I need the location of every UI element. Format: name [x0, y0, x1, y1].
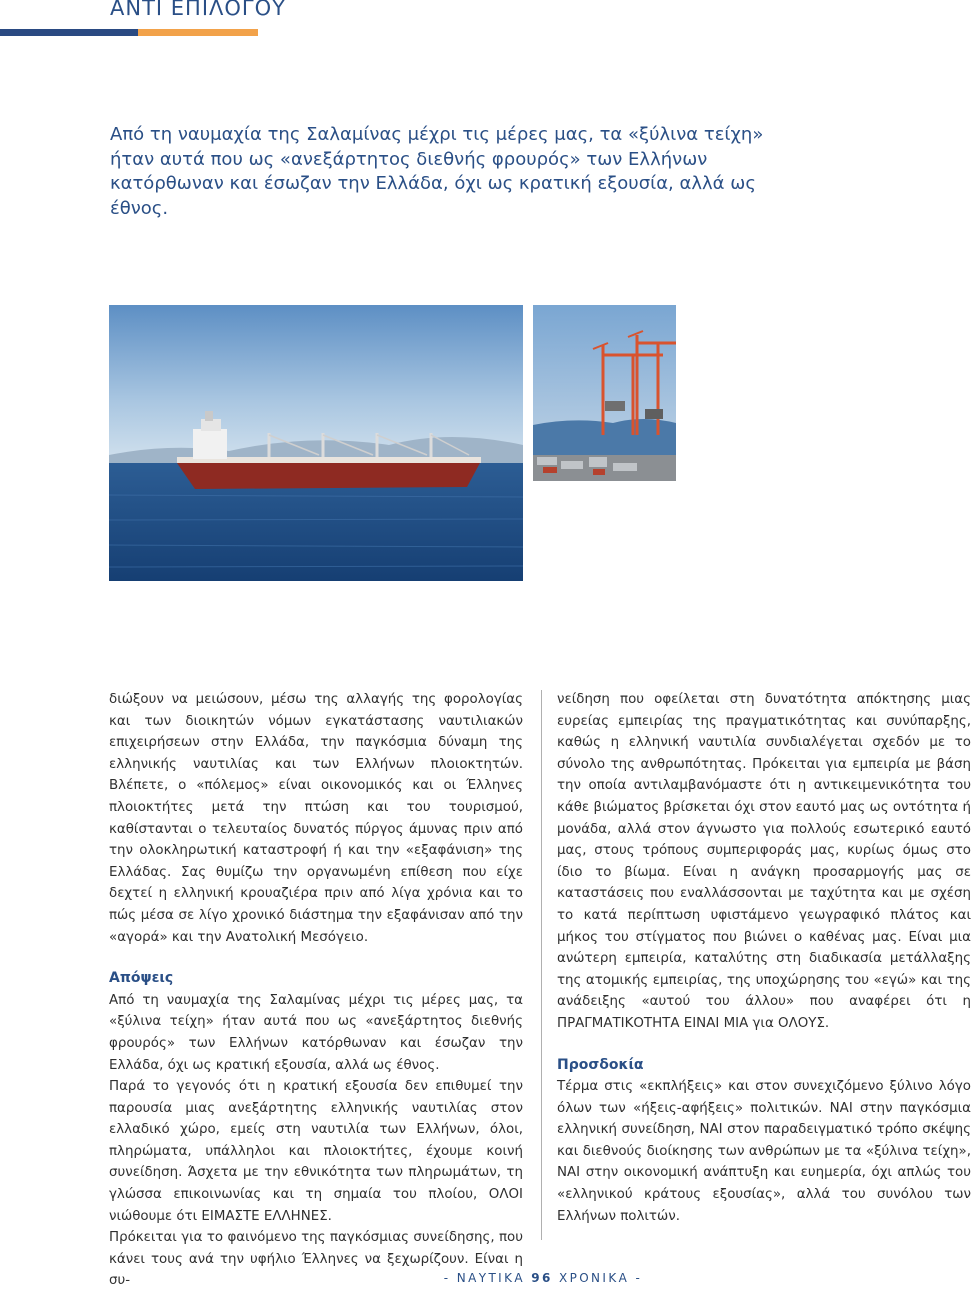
- ship-photo-image: [109, 305, 523, 581]
- column-divider: [541, 690, 542, 1240]
- footer-right: ΧΡΟΝΙΚΑ -: [558, 1271, 643, 1285]
- left-paragraph-2: Από τη ναυμαχία της Σαλαμίνας μέχρι τις μέρες μας, τα «ξύλινα τείχη» ήταν αυτά που ως «ανεξάρτητος διεθνής φρουρός» των Ελλήνων κατόρθωναν και έσωζαν την Ελλάδα, όχι ως κρατική εξουσία, αλλά ως έθνος.: [109, 992, 523, 1073]
- page-footer: [0, 1271, 971, 1285]
- right-paragraph-1: νείδηση που οφείλεται στη δυνατότητα απόκτησης μιας ευρείας εμπειρίας της πραγματικότητας και συνύπαρξης, καθώς η ελληνική ναυτιλία συνδιαλέγεται σχεδόν με το σύνολο της ανθρωπότητας. Πρόκειται για εμπειρία με βάση την οποία αντιλαμβανόμαστε ότι η αντικειμενικότητα του κάθε βιώματος βρίσκεται όχι στον εαυτό μας ως οντότητα ή μονάδα, αλλά στον άγνωστο για πολλούς εσωτερικό εαυτό μας, στους τρόπους συμπεριφοράς μας, κυρίως όμως στο ίδιο το βίωμα. Είναι η ανάγκη προσαρμογής μας σε καταστάσεις που εναλλάσσονται με ταχύτητα και με σχέση το κατά περίπτωση υφιστάμενο γεωγραφικό πλάτος και μήκος του στίγματος που βιώνει ο καθένας μας. Είναι μια ανώτερη εμπειρία, καταλύτης στη διαδικασία μετάλλαξης της ατομικής εμπειρίας, της υποχώρησης του «εγώ» και της ανάδειξης «αυτού του άλλου» που αναφέρει ότι η ΠΡΑΓΜΑΤΙΚΟΤΗΤΑ ΕΙΝΑΙ ΜΙΑ για ΟΛΟΥΣ.: [557, 692, 971, 1031]
- page-number: 96: [531, 1271, 553, 1285]
- right-column: [557, 689, 971, 1227]
- left-paragraph-4: Πρόκειται για το φαινόμενο της παγκόσμιας συνείδησης, που κάνει τους ανά την υφήλιο Έλληνες να ξεχωρίζουν. Είναι η συ-: [109, 1230, 523, 1289]
- section-title: ΑΝΤΙ ΕΠΙΛΟΓΟΥ: [110, 0, 286, 20]
- port-photo: [533, 305, 676, 481]
- footer-left: - ΝΑΥΤΙΚΑ: [443, 1271, 526, 1285]
- port-photo-image: [533, 305, 676, 481]
- ship-photo: [109, 305, 523, 581]
- heading-prosdokia: Προσδοκία: [557, 1056, 644, 1073]
- left-paragraph-1: διώξουν να μειώσουν, μέσω της αλλαγής της φορολογίας και των διοικητών νόμων εγκατάστασης ναυτιλιακών επιχειρήσεων στην Ελλάδα, την παγκόσμια δύναμη της ελληνικής ναυτιλίας και των Ελλήνων πλοιοκτητών. Βλέπετε, ο «πόλεμος» είναι οικονομικός και οι Έλληνες πλοιοκτήτες μετά την πτώση και του τουρισμού, καθίστανται ο τελευταίος δυνατός πύργος άμυνας πριν από την ολοκληρωτική καταστροφή ή και την «εξαφάνιση» της Ελλάδας. Σας θυμίζω την οργανωμένη επίθεση που είχε δεχτεί η ελληνική κρουαζιέρα πριν από λίγα χρόνια και το πώς μέσα σε λίγο χρονικό διάστημα την εξαφάνισαν από την «αγορά» και την Ανατολική Μεσόγειο.: [109, 692, 523, 945]
- lead-paragraph: Από τη ναυμαχία της Σαλαμίνας μέχρι τις μέρες μας, τα «ξύλινα τείχη» ήταν αυτά που ως «ανεξάρτητος διεθνής φρουρός» των Ελλήνων κατόρθωναν και έσωζαν την Ελλάδα, όχι ως κρατική εξουσία, αλλά ως έθνος.: [110, 124, 764, 219]
- left-column: [109, 689, 526, 1292]
- header-rule-orange: [138, 29, 258, 36]
- right-paragraph-2: Τέρμα στις «εκπλήξεις» και στον συνεχιζόμενο ξύλινο λόγο όλων των «ήξεις-αφήξεις» πολιτικών. ΝΑΙ στην παγκόσμια ελληνική συνείδηση, ΝΑΙ στον παραδειγματικό τρόπο σκέψης και διεθνούς διοίκησης των ανθρώπων με τα «ξύλινα τείχη», ΝΑΙ στην οικονομική ανάπτυξη και ευημερία, όχι απλώς του «ελληνικού κράτους εξουσίας», αλλά του συνόλου των Ελλήνων πολιτών.: [557, 1079, 971, 1224]
- heading-apopseis: Απόψεις: [109, 970, 174, 987]
- header-rule-blue: [0, 29, 138, 36]
- left-paragraph-3: Παρά το γεγονός ότι η κρατική εξουσία δεν επιθυμεί την παρουσία μιας ανεξάρτητης ελληνικής ναυτιλίας στον ελλαδικό χώρο, εμείς στη ναυτιλία των Ελλήνων, όλοι, πληρώματα, υπάλληλοι και πλοιοκτήτες, έχουμε κοινή συνείδηση. Άσχετα με την εθνικότητα των πληρωμάτων, τη γλώσσα επικοινωνίας και τη σημαία του πλοίου, ΟΛΟΙ νιώθουμε ότι ΕΙΜΑΣΤΕ ΕΛΛΗΝΕΣ.: [109, 1079, 523, 1224]
